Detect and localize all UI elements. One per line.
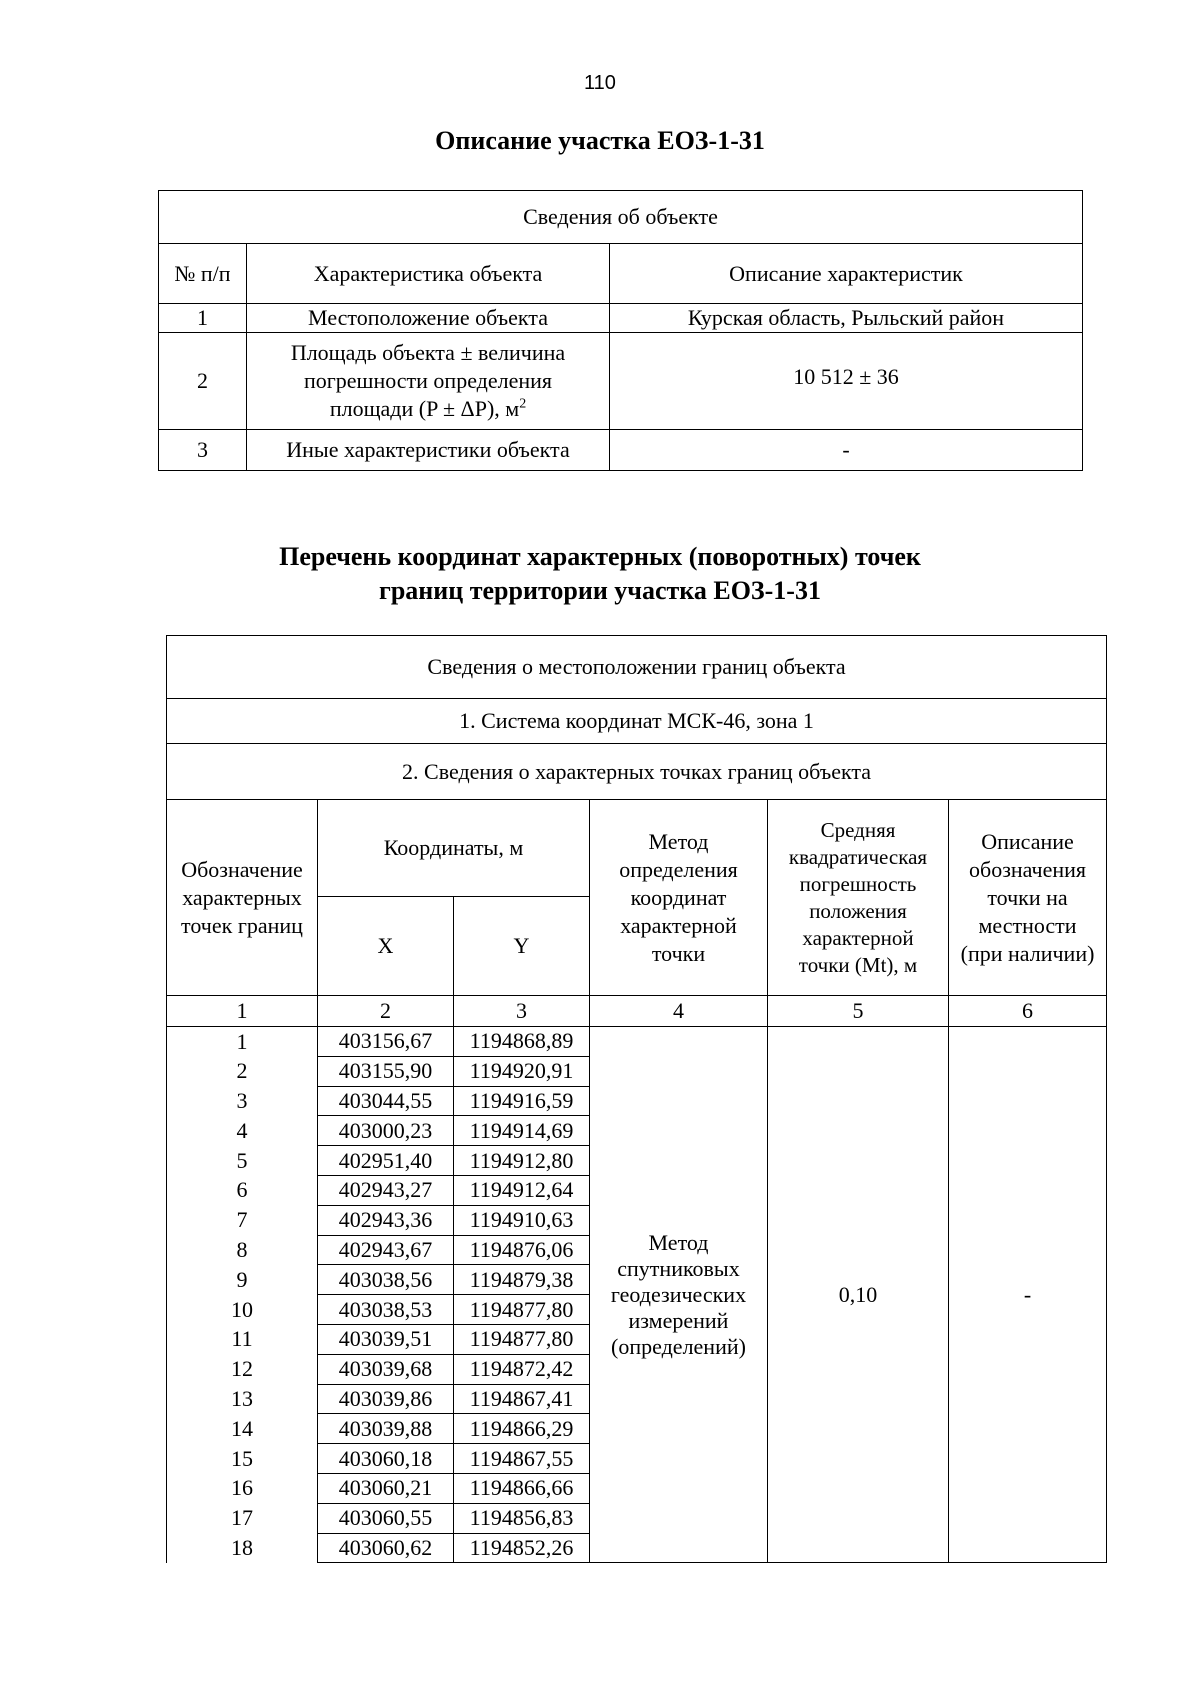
point-y: 1194866,66: [454, 1473, 590, 1503]
row-characteristic: [247, 333, 610, 430]
point-number: 11: [167, 1324, 318, 1354]
characteristic-line: погрешности определения: [303, 368, 553, 393]
point-number: 1: [167, 1027, 318, 1057]
point-y: 1194868,89: [454, 1027, 590, 1057]
description-value: -: [949, 1027, 1107, 1563]
header-line: местности: [978, 912, 1077, 938]
column-number: 4: [590, 996, 768, 1027]
points-caption: 2. Сведения о характерных точках границ объекта: [167, 744, 1107, 800]
method-line: измерений: [628, 1307, 729, 1333]
header-line: точек границ: [181, 912, 303, 938]
header-designation: [167, 800, 318, 996]
header-error: [768, 800, 949, 996]
point-x: 403155,90: [318, 1056, 454, 1086]
coordinate-system: 1. Система координат МСК-46, зона 1: [167, 699, 1107, 744]
row-number: 1: [159, 304, 247, 333]
title-line: Перечень координат характерных (поворотных) точек: [279, 542, 921, 571]
header-y: Y: [454, 897, 590, 996]
header-line: точки: [651, 940, 706, 966]
header-line: определения: [619, 856, 738, 882]
section-title-description: Описание участка ЕОЗ-1-31: [435, 126, 765, 155]
point-y: 1194877,80: [454, 1324, 590, 1354]
point-y: 1194867,41: [454, 1384, 590, 1414]
point-y: 1194910,63: [454, 1205, 590, 1235]
point-x: 402943,67: [318, 1235, 454, 1265]
point-y: 1194879,38: [454, 1265, 590, 1295]
column-number: 1: [167, 996, 318, 1027]
header-line: Обозначение: [181, 856, 303, 882]
column-number: 6: [949, 996, 1107, 1027]
characteristic-line: Площадь объекта ± величина: [290, 340, 566, 365]
point-y: 1194876,06: [454, 1235, 590, 1265]
point-number: 10: [167, 1295, 318, 1325]
row-number: 2: [159, 333, 247, 430]
header-x: X: [318, 897, 454, 996]
points-body: [167, 1027, 1107, 1563]
point-number: 16: [167, 1473, 318, 1503]
point-y: 1194912,80: [454, 1146, 590, 1176]
method-value: [590, 1027, 768, 1563]
point-x: 403039,68: [318, 1354, 454, 1384]
header-description: Описание характеристик: [610, 244, 1083, 304]
point-number: 13: [167, 1384, 318, 1414]
object-info-caption: Сведения об объекте: [159, 191, 1083, 244]
point-x: 403156,67: [318, 1027, 454, 1057]
point-y: 1194866,29: [454, 1414, 590, 1444]
header-line: погрешность: [799, 871, 917, 896]
point-x: 403060,62: [318, 1533, 454, 1563]
point-number: 14: [167, 1414, 318, 1444]
error-value: 0,10: [768, 1027, 949, 1563]
row-description: 10 512 ± 36: [610, 333, 1083, 430]
header-line: характерной: [620, 912, 737, 938]
point-x: 403060,55: [318, 1503, 454, 1533]
point-x: 403060,21: [318, 1473, 454, 1503]
row-number: 3: [159, 430, 247, 471]
point-x: 402951,40: [318, 1146, 454, 1176]
header-line: координат: [630, 884, 727, 910]
header-line: характерных: [182, 884, 302, 910]
header-line: Описание: [981, 828, 1074, 854]
row-characteristic: Местоположение объекта: [247, 304, 610, 333]
point-x: 403044,55: [318, 1086, 454, 1116]
header-point-description: [949, 800, 1107, 996]
point-y: 1194920,91: [454, 1056, 590, 1086]
location-caption: Сведения о местоположении границ объекта: [167, 636, 1107, 699]
header-line: точки (Mt), м: [798, 952, 918, 977]
row-description: Курская область, Рыльский район: [610, 304, 1083, 333]
column-number: 2: [318, 996, 454, 1027]
object-info-table: [158, 190, 1083, 471]
header-line: обозначения: [969, 856, 1087, 882]
point-number: 3: [167, 1086, 318, 1116]
point-number: 5: [167, 1146, 318, 1176]
header-line: Метод: [648, 828, 709, 854]
point-y: 1194872,42: [454, 1354, 590, 1384]
row-description: -: [610, 430, 1083, 471]
point-number: 4: [167, 1116, 318, 1146]
method-line: геодезических: [610, 1281, 747, 1307]
header-coordinates: Координаты, м: [318, 800, 590, 897]
point-number: 15: [167, 1444, 318, 1474]
point-number: 8: [167, 1235, 318, 1265]
section-title-coordinates: [0, 540, 1200, 608]
header-line: (при наличии): [960, 940, 1095, 966]
point-number: 6: [167, 1175, 318, 1205]
point-x: 403060,18: [318, 1444, 454, 1474]
header-line: точки на: [987, 884, 1068, 910]
characteristic-line: [247, 395, 609, 423]
table-row: [167, 1027, 1107, 1057]
column-number: 5: [768, 996, 949, 1027]
area-unit-superscript: 2: [519, 396, 527, 412]
method-line: (определений): [611, 1333, 746, 1359]
method-line: спутниковых: [617, 1255, 740, 1281]
method-line: Метод: [648, 1229, 709, 1255]
point-number: 7: [167, 1205, 318, 1235]
header-line: квадратическая: [788, 844, 928, 869]
point-y: 1194914,69: [454, 1116, 590, 1146]
point-number: 9: [167, 1265, 318, 1295]
header-method: [590, 800, 768, 996]
point-y: 1194852,26: [454, 1533, 590, 1563]
point-x: 403000,23: [318, 1116, 454, 1146]
point-number: 2: [167, 1056, 318, 1086]
point-number: 18: [167, 1533, 318, 1563]
point-number: 12: [167, 1354, 318, 1384]
point-y: 1194856,83: [454, 1503, 590, 1533]
characteristic-line-text: площади (P ± ΔP), м: [329, 396, 520, 421]
point-y: 1194916,59: [454, 1086, 590, 1116]
point-y: 1194912,64: [454, 1175, 590, 1205]
coordinates-table: [166, 635, 1107, 1563]
point-x: 403038,53: [318, 1295, 454, 1325]
row-characteristic: Иные характеристики объекта: [247, 430, 610, 471]
point-x: 402943,36: [318, 1205, 454, 1235]
header-line: положения: [809, 898, 907, 923]
header-line: Средняя: [820, 817, 896, 842]
page-number: 110: [584, 72, 616, 94]
header-line: характерной: [802, 925, 914, 950]
point-number: 17: [167, 1503, 318, 1533]
point-x: 403039,86: [318, 1384, 454, 1414]
title-line: границ территории участка ЕОЗ-1-31: [379, 576, 821, 605]
point-x: 402943,27: [318, 1175, 454, 1205]
point-x: 403039,88: [318, 1414, 454, 1444]
column-number: 3: [454, 996, 590, 1027]
header-number: № п/п: [159, 244, 247, 304]
point-x: 403039,51: [318, 1324, 454, 1354]
point-y: 1194877,80: [454, 1295, 590, 1325]
point-x: 403038,56: [318, 1265, 454, 1295]
header-characteristic: Характеристика объекта: [247, 244, 610, 304]
point-y: 1194867,55: [454, 1444, 590, 1474]
